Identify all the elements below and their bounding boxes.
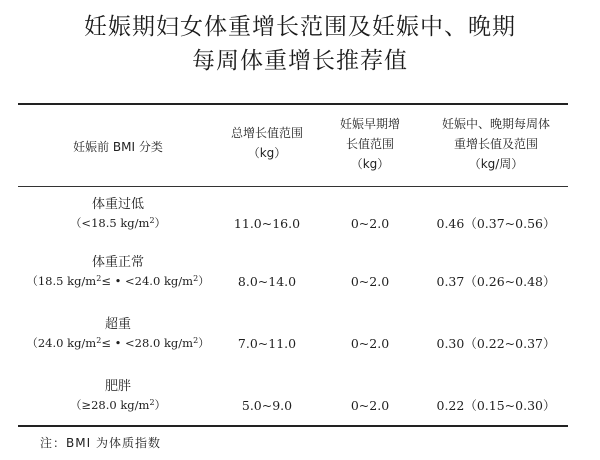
- bmi-range: [18, 272, 218, 291]
- header-bmi-category: [18, 137, 218, 157]
- header-weekly-gain-line-3: （kg/周）: [468, 157, 524, 171]
- superscript: 2: [149, 398, 155, 407]
- footnote: 注：BMI 为体质指数: [40, 436, 161, 450]
- category-name: 超重: [104, 317, 131, 332]
- header-divider: [18, 186, 568, 187]
- bmi-range-middle: ≤ • <28.0 kg/m: [101, 336, 194, 350]
- header-total-gain: [218, 123, 316, 163]
- table-row-category: [18, 377, 218, 415]
- weekly-gain-value: 0.37（0.26~0.48）: [436, 274, 556, 289]
- page-title-line-1: 妊娠期妇女体重增长范围及妊娠中、晚期: [84, 14, 516, 40]
- table-row-category: [18, 315, 218, 353]
- total-gain-value: 5.0~9.0: [241, 398, 293, 413]
- total-gain-value: 11.0~16.0: [233, 216, 301, 231]
- weight-gain-table: [18, 103, 568, 427]
- weekly-gain-value: 0.46（0.37~0.56）: [436, 216, 556, 231]
- category-name: 体重正常: [91, 255, 144, 270]
- bmi-range-start: （18.5 kg/m: [26, 274, 97, 288]
- weekly-gain-value: 0.30（0.22~0.37）: [436, 336, 556, 351]
- bmi-range-end: ）: [154, 216, 167, 230]
- bmi-range-end: ）: [154, 398, 167, 412]
- bmi-range: [18, 396, 218, 415]
- category-name: 肥胖: [104, 379, 131, 394]
- bmi-range-start: （<18.5 kg/m: [69, 216, 150, 230]
- superscript: 2: [193, 336, 199, 345]
- early-gain-value: 0~2.0: [350, 274, 390, 289]
- table-row-category: [18, 253, 218, 291]
- superscript: 2: [96, 274, 102, 283]
- bmi-range-start: （≥28.0 kg/m: [69, 398, 150, 412]
- table-row-category: [18, 195, 218, 233]
- header-weekly-gain-line-2: 重增长值及范围: [453, 137, 538, 151]
- header-total-gain-line-1: 总增长值范围: [230, 126, 303, 140]
- header-weekly-gain-line-1: 妊娠中、晚期每周体: [441, 117, 550, 131]
- superscript: 2: [96, 336, 102, 345]
- category-name: 体重过低: [91, 197, 144, 212]
- weekly-gain-value: 0.22（0.15~0.30）: [436, 398, 556, 413]
- bmi-range: [18, 214, 218, 233]
- header-early-gain: [316, 114, 424, 174]
- early-gain-value: 0~2.0: [350, 398, 390, 413]
- total-gain-value: 8.0~14.0: [237, 274, 297, 289]
- early-gain-value: 0~2.0: [350, 336, 390, 351]
- header-early-gain-line-3: （kg）: [350, 157, 390, 171]
- header-total-gain-line-2: （kg）: [247, 146, 287, 160]
- header-weekly-gain: [424, 114, 568, 174]
- bmi-range-end: ）: [198, 274, 210, 288]
- superscript: 2: [193, 274, 199, 283]
- early-gain-value: 0~2.0: [350, 216, 390, 231]
- header-bmi-category-text: 妊娠前 BMI 分类: [73, 140, 163, 154]
- bmi-range-middle: ≤ • <24.0 kg/m: [101, 274, 194, 288]
- bmi-range: [18, 334, 218, 353]
- header-early-gain-line-2: 长值范围: [345, 137, 394, 151]
- header-early-gain-line-1: 妊娠早期增: [339, 117, 400, 131]
- superscript: 2: [149, 216, 155, 225]
- bmi-range-start: （24.0 kg/m: [26, 336, 97, 350]
- bmi-range-end: ）: [198, 336, 210, 350]
- total-gain-value: 7.0~11.0: [237, 336, 297, 351]
- page-title-line-2: 每周体重增长推荐值: [192, 48, 408, 74]
